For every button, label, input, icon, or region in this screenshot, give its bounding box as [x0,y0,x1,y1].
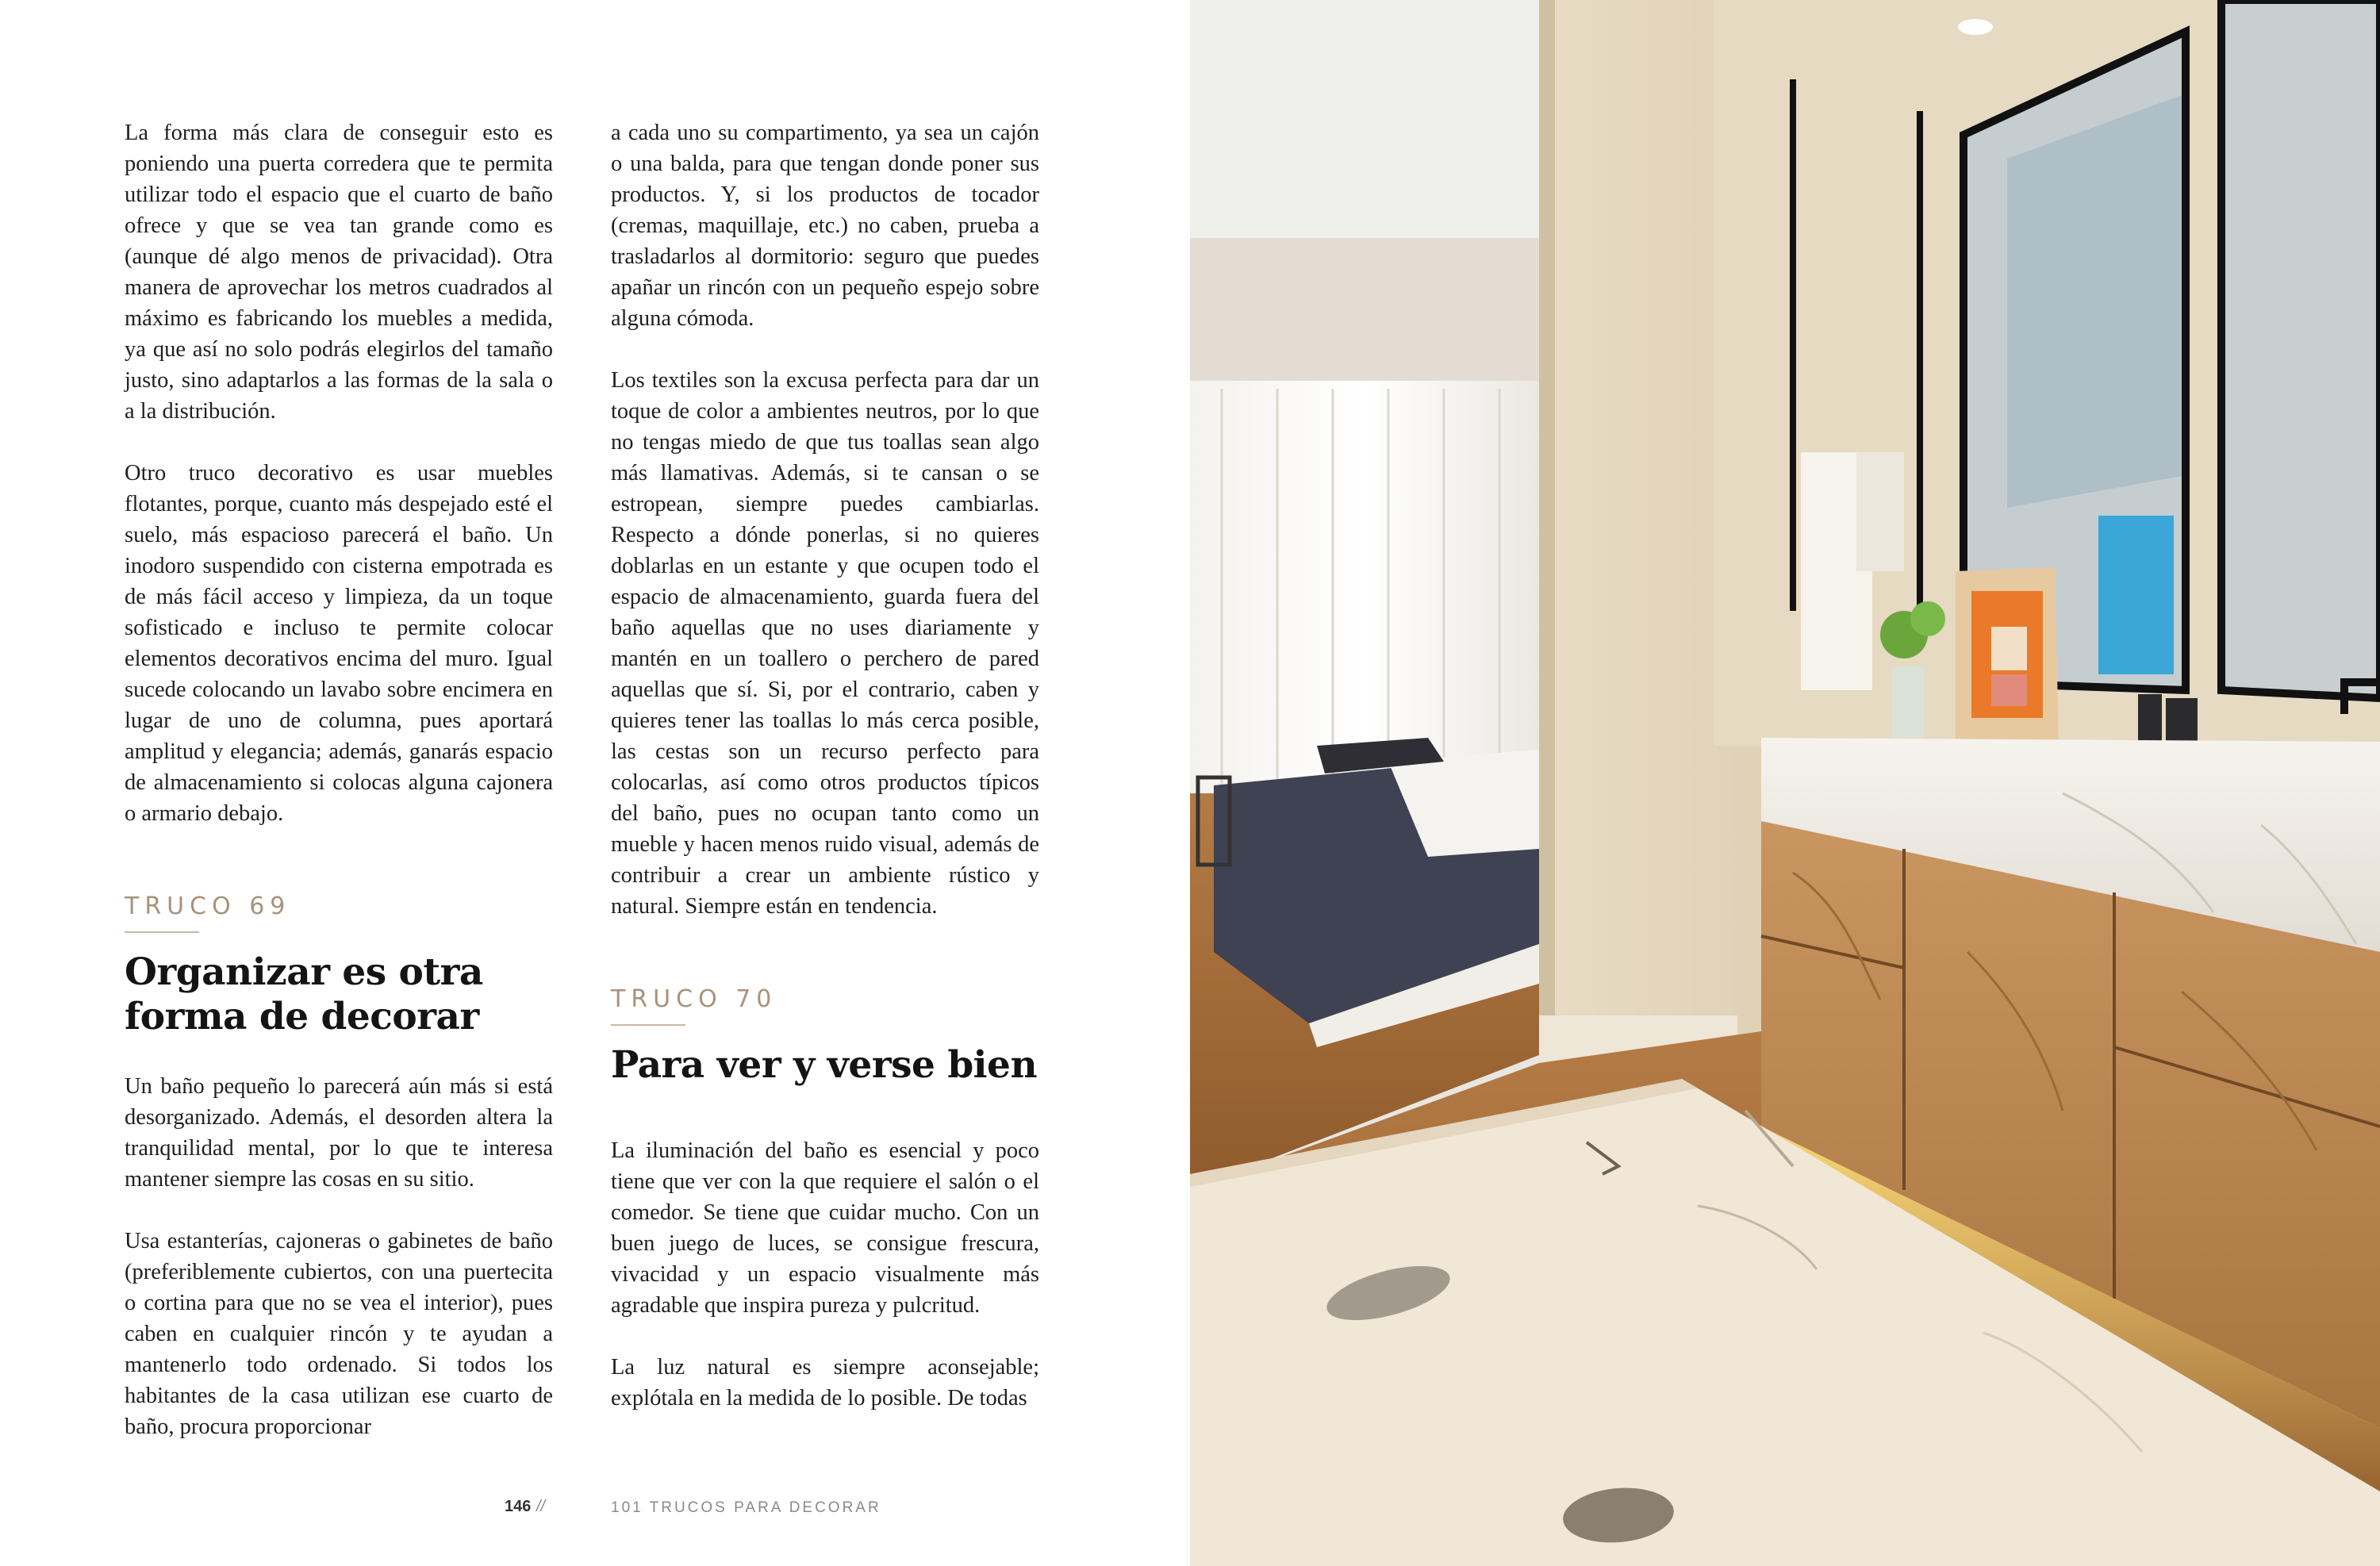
section-heading: Organizar es otra forma de decorar [125,950,483,1038]
paragraph: La forma más clara de conseguir esto es poniendo una puerta corredera que te permita utilizar todo el espacio que el cuarto de baño ofrece y que se vea tan grande como es (aunque dé algo menos de privacidad). Otra manera de aprovechar los metros cuadrados al máximo es fabricando los muebles a medida, ya que así no solo podrás elegirlos del tamaño justo, sino adaptarlos a las formas de la sala o a la distribución. [125,121,553,424]
page-separator: // [536,1498,546,1515]
section-heading: Para ver y verse bien [611,1043,1038,1087]
paragraph: Usa estanterías, cajoneras o gabinetes de baño (preferiblemente cubiertos, con una puertecita o cortina para que no se vea el interior), pues caben en cualquier rincón y te ayudan a mantenerlo todo ordenado. Si todos los habitantes de la casa utilizan ese cuarto de baño, procura proporcionar [125,1229,553,1439]
truco-69-section [125,892,553,1039]
paragraph: Otro truco decorativo es usar muebles flotantes, porque, cuanto más despejado esté el suelo, más espacioso parecerá el baño. Un inodoro suspendido con cisterna empotrada es de más fácil acceso y limpieza, da un toque sofisticado e incluso te permite colocar elementos decorativos encima del muro. Igual sucede colocando un lavabo sobre encimera en lugar de uno de columna, pues aportará amplitud y elegancia; además, ganarás espacio de almacenamiento si colocas alguna cajonera o armario debajo. [125,461,553,826]
text-column-2 [611,117,1039,1414]
photo-illustration [1190,0,2380,1566]
paragraph: La iluminación del baño es esencial y poco tiene que ver con la que requiere el salón o el comedor. Se tiene que cuidar mucho. Con un buen juego de luces, se consigue frescura, vivacidad y un espacio visualmente más agradable que inspira pureza y pulcritud. [611,1138,1039,1318]
truco-label: TRUCO 70 [611,985,777,1013]
truco-70-section [611,985,1039,1088]
divider [611,1024,685,1026]
paragraph: Los textiles son la excusa perfecta para dar un toque de color a ambientes neutros, por lo que no tengas miedo de que tus toallas sean algo más llamativas. Además, si te cansan o se estropean, siempre puedes cambiarlas. Respecto a dónde ponerlas, si no quieres doblarlas en un estante y que ocupen todo el espacio de almacenamiento, guarda fuera del baño aquellas que no uses diariamente y mantén en un toallero o perchero de pared aquellas que sí. Si, por el contrario, caben y quieres tener las toallas lo más cerca posible, las cestas son un recurso perfecto para colocarlas, así como otros productos típicos del baño, pues no ocupan tanto como un mueble y hacen menos ruido visual, además de contribuir a crear un ambiente rústico y natural. Siempre están en tendencia. [611,368,1039,919]
running-footer: 101 TRUCOS PARA DECORAR [611,1499,881,1516]
paragraph: a cada uno su compartimento, ya sea un cajón o una balda, para que tengan donde poner sus productos. Y, si los productos de tocador (cremas, maquillaje, etc.) no caben, prueba a trasladarlos al dormitorio: seguro que puedes apañar un rincón con un pequeño espejo sobre alguna cómoda. [611,121,1039,331]
paragraph: La luz natural es siempre aconsejable; explótala en la medida de lo posible. De todas [611,1355,1039,1411]
divider [125,931,199,933]
bathroom-photo [1190,0,2380,1566]
text-column-1 [125,117,553,1442]
paragraph: Un baño pequeño lo parecerá aún más si está desorganizado. Además, el desorden altera la tranquilidad mental, por lo que te interesa mantener siempre las cosas en su sitio. [125,1074,553,1192]
page-number: 146 [505,1498,532,1515]
truco-label: TRUCO 69 [125,892,291,920]
